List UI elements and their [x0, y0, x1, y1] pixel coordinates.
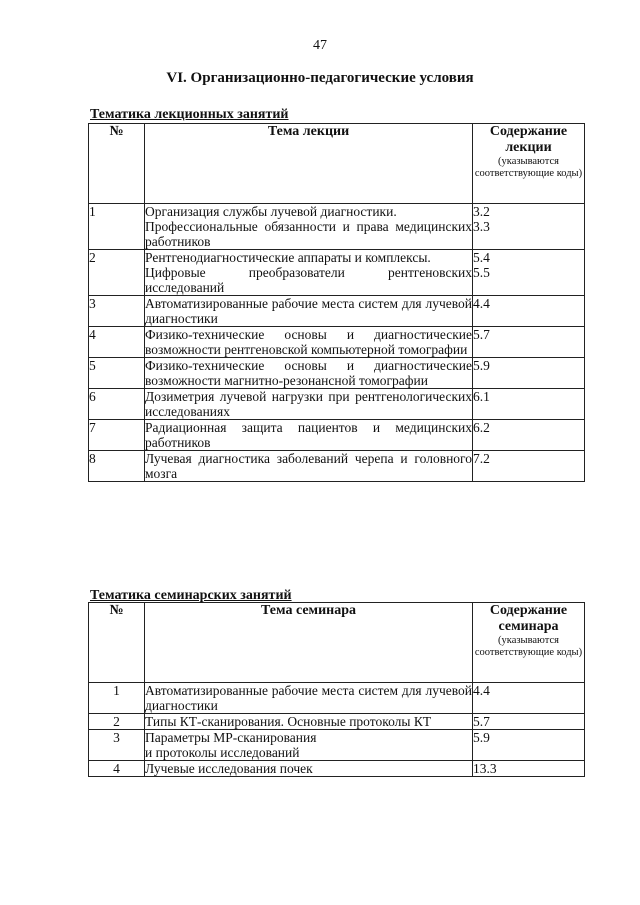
lectures-header-code-main: Содержание лекции — [489, 124, 568, 155]
lectures-row-codes — [473, 420, 585, 451]
lectures-header-num: № — [89, 124, 145, 204]
lectures-row-code: 5.7 — [473, 327, 490, 342]
lectures-row-codes — [473, 451, 585, 482]
seminars-row — [89, 714, 585, 730]
lectures-row-codes — [473, 389, 585, 420]
lectures-header-topic: Тема лекции — [145, 124, 473, 204]
lectures-row-codes — [473, 327, 585, 358]
lectures-row-code: 7.2 — [473, 451, 490, 466]
seminars-row-code: 13.3 — [473, 761, 497, 776]
seminars-heading: Тематика семинарских занятий — [90, 588, 292, 603]
lectures-row-number: 8 — [89, 451, 145, 482]
seminars-row — [89, 683, 585, 714]
lectures-row — [89, 250, 585, 296]
seminars-row-number: 1 — [89, 683, 145, 714]
lectures-table — [88, 123, 585, 482]
lectures-row-topic — [145, 327, 473, 358]
seminars-row-codes — [473, 761, 585, 777]
section-title: VI. Организационно-педагогические условия — [166, 70, 474, 86]
seminars-row — [89, 761, 585, 777]
lectures-row-topic — [145, 204, 473, 250]
seminars-row-codes — [473, 730, 585, 761]
seminars-row-topic — [145, 714, 473, 730]
seminars-row-number: 2 — [89, 714, 145, 730]
lectures-row-number: 4 — [89, 327, 145, 358]
lectures-row-topic — [145, 420, 473, 451]
lectures-row-code: 6.1 — [473, 389, 490, 404]
lectures-row-code: 6.2 — [473, 420, 490, 435]
lectures-row-code: 3.3 — [473, 219, 490, 234]
lectures-row — [89, 296, 585, 327]
lectures-row-codes — [473, 296, 585, 327]
seminars-row-number: 3 — [89, 730, 145, 761]
seminars-row-codes — [473, 683, 585, 714]
seminars-row-topic-line: Автоматизированные рабочие места систем для лучевой диагностики — [145, 683, 472, 713]
seminars-header-code-main: Содержание семинара — [489, 603, 568, 634]
lectures-row — [89, 358, 585, 389]
seminars-row — [89, 730, 585, 761]
lectures-row-code: 4.4 — [473, 296, 490, 311]
lectures-row-topic-line: Автоматизированные рабочие места систем для лучевой диагностики — [145, 296, 472, 326]
seminars-row-number: 4 — [89, 761, 145, 777]
seminars-row-topic-line: Параметры МР-сканирования — [145, 730, 317, 745]
seminars-row-topic — [145, 761, 473, 777]
lectures-row-code: 5.9 — [473, 358, 490, 373]
lectures-row-topic-line: Физико-технические основы и диагностические возможности магнитно-резонансной томографии — [145, 358, 472, 388]
lectures-row-topic-line: Физико-технические основы и диагностические возможности рентгеновской компьютерной томографии — [145, 327, 472, 357]
lectures-row-number: 3 — [89, 296, 145, 327]
seminars-row-codes — [473, 714, 585, 730]
lectures-row-codes — [473, 358, 585, 389]
seminars-row-topic-line: и протоколы исследований — [145, 745, 300, 760]
seminars-row-code: 5.7 — [473, 714, 490, 729]
seminars-row-topic-line: Типы КТ-сканирования. Основные протоколы КТ — [145, 714, 432, 729]
lectures-row-number: 2 — [89, 250, 145, 296]
lectures-row-topic-line: Лучевая диагностика заболеваний черепа и головного мозга — [145, 451, 472, 481]
lectures-row-topic-line: Профессиональные обязанности и права медицинских работников — [145, 219, 472, 249]
lectures-row-number: 1 — [89, 204, 145, 250]
lectures-row-code: 5.4 — [473, 250, 490, 265]
lectures-row-topic-line: Рентгенодиагностические аппараты и комплексы. — [145, 250, 431, 265]
lectures-body — [89, 204, 585, 482]
lectures-row — [89, 451, 585, 482]
seminars-body — [89, 683, 585, 777]
lectures-row-number: 5 — [89, 358, 145, 389]
lectures-row-topic — [145, 389, 473, 420]
lectures-row-codes — [473, 250, 585, 296]
lectures-row-topic — [145, 296, 473, 327]
seminars-header-topic: Тема семинара — [145, 603, 473, 683]
seminars-header-row — [89, 603, 585, 683]
lectures-row-number: 6 — [89, 389, 145, 420]
lectures-row-code: 3.2 — [473, 204, 490, 219]
lectures-row-topic-line: Организация службы лучевой диагностики. — [145, 204, 397, 219]
lectures-header-row — [89, 124, 585, 204]
seminars-row-topic — [145, 683, 473, 714]
lectures-row — [89, 420, 585, 451]
lectures-row-topic — [145, 250, 473, 296]
lectures-row-topic — [145, 358, 473, 389]
lectures-row-topic-line: Цифровые преобразователи рентгеновских исследований — [145, 265, 472, 295]
seminars-row-topic — [145, 730, 473, 761]
seminars-row-code: 5.9 — [473, 730, 490, 745]
lectures-header-code-sub: (указываются соответствующие коды) — [474, 156, 583, 179]
seminars-header-code-sub: (указываются соответствующие коды) — [474, 635, 583, 658]
seminars-header-code — [473, 603, 585, 683]
seminars-row-code: 4.4 — [473, 683, 490, 698]
lectures-header-code — [473, 124, 585, 204]
lectures-row — [89, 327, 585, 358]
lectures-row — [89, 204, 585, 250]
lectures-row-codes — [473, 204, 585, 250]
lectures-row — [89, 389, 585, 420]
lectures-row-number: 7 — [89, 420, 145, 451]
seminars-header-num: № — [89, 603, 145, 683]
lectures-row-topic — [145, 451, 473, 482]
page-number: 47 — [313, 38, 327, 53]
lectures-row-code: 5.5 — [473, 265, 490, 280]
lectures-row-topic-line: Радиационная защита пациентов и медицинских работников — [145, 420, 472, 450]
seminars-row-topic-line: Лучевые исследования почек — [145, 761, 313, 776]
lectures-heading: Тематика лекционных занятий — [90, 107, 289, 122]
lectures-row-topic-line: Дозиметрия лучевой нагрузки при рентгенологических исследованиях — [145, 389, 472, 419]
seminars-table — [88, 602, 585, 777]
